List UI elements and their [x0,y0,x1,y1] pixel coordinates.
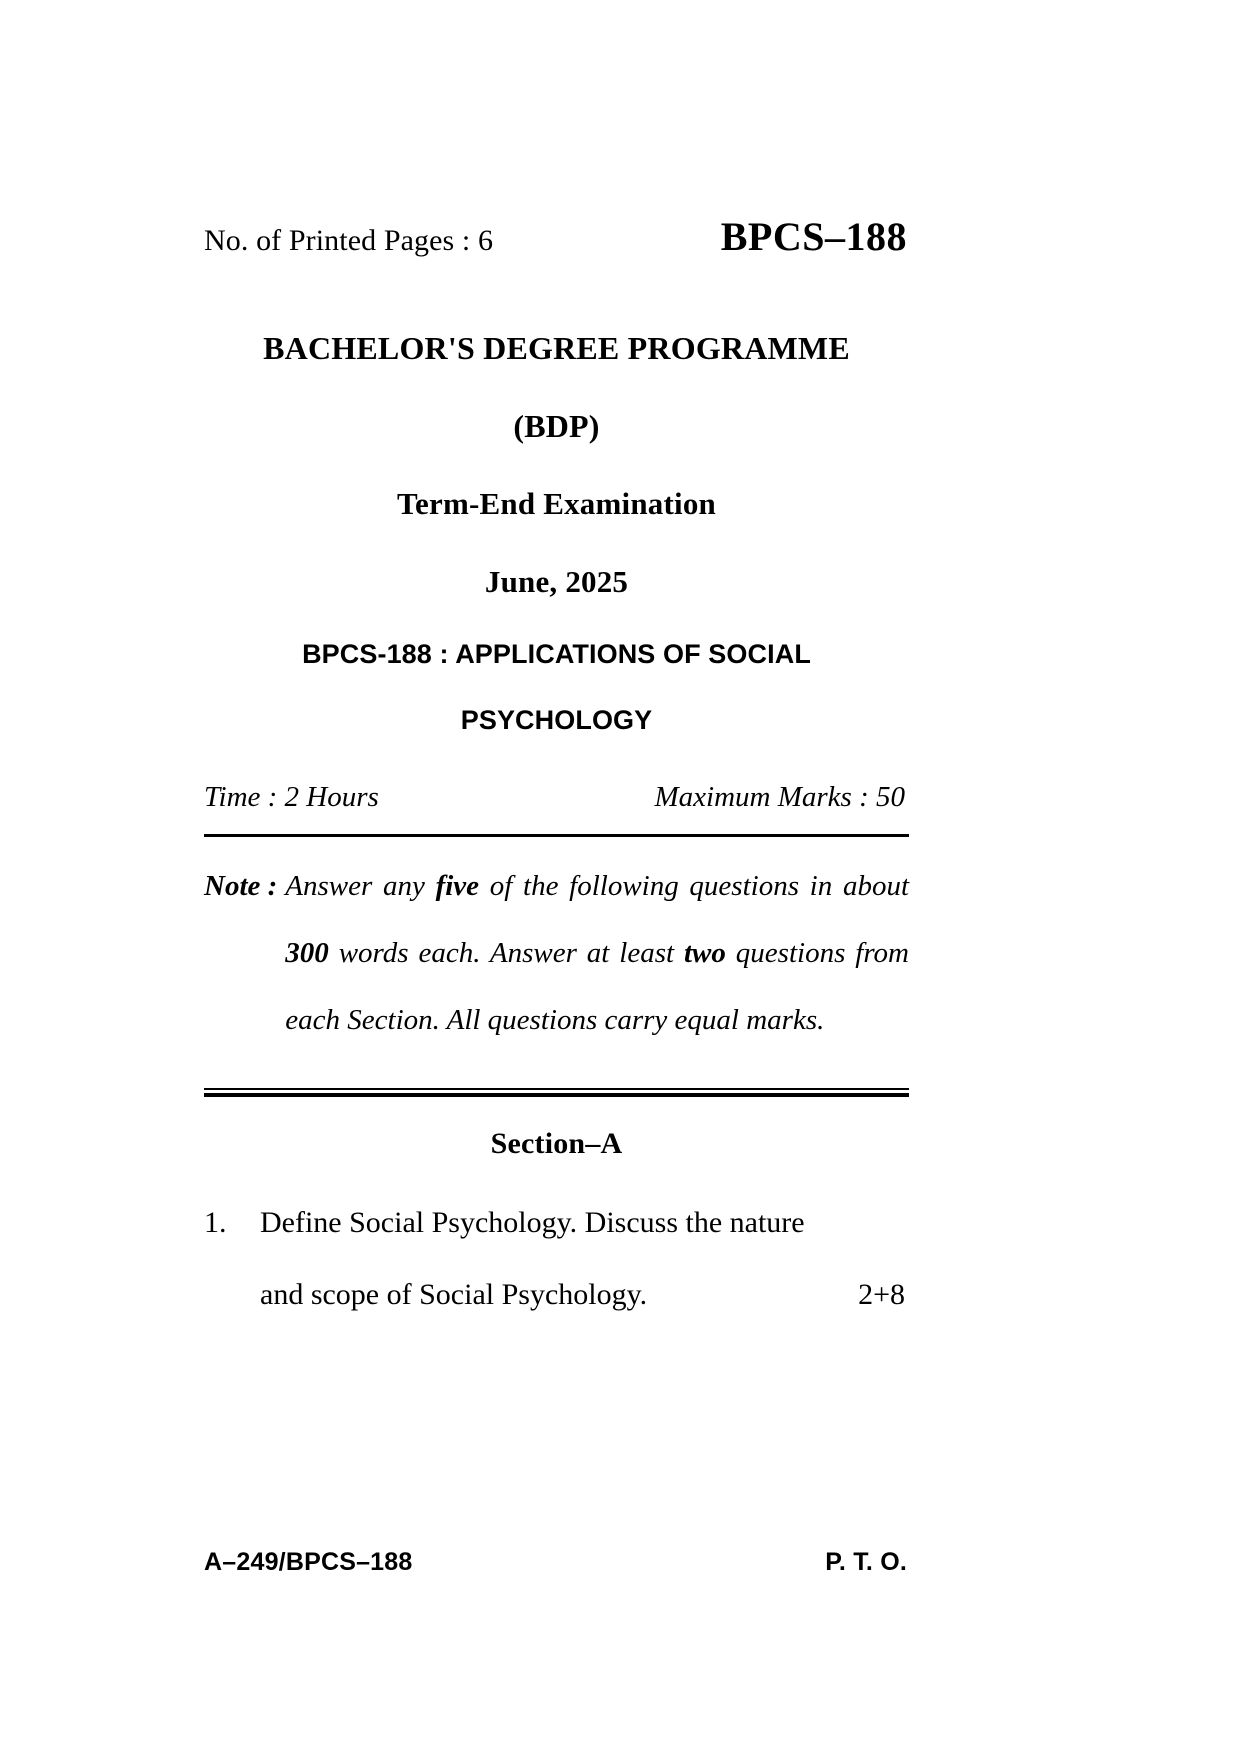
note-emphasis-two: two [683,937,726,969]
title-block [204,309,909,621]
printed-pages-label: No. of Printed Pages : 6 [204,224,494,257]
question-body [260,1187,909,1331]
note-label: Note : [204,870,278,902]
subject-title-line-1: BPCS-188 : APPLICATIONS OF SOCIAL [302,639,811,669]
page-content [204,0,909,1331]
course-code: BPCS–188 [720,214,907,259]
note-emphasis-five: five [435,870,480,902]
footer-pto-label: P. T. O. [825,1548,907,1576]
subject-title-line-2: PSYCHOLOGY [460,705,653,735]
rule-below-note [204,1088,909,1097]
examination-session: June, 2025 [484,564,629,599]
page-footer [204,1548,909,1577]
exam-meta-row [204,781,909,814]
question-text-line-2: and scope of Social Psychology. [260,1278,648,1311]
question-number: 1. [204,1206,227,1239]
note-text-part-2: of the following questions in about [479,870,910,902]
note-text-part-4: questions from each Section. All questions carry equal marks. [285,937,909,1036]
question-item [204,1187,909,1331]
question-text-line-1: Define Social Psychology. Discuss the nature [260,1206,805,1239]
programme-abbreviation: (BDP) [513,408,600,444]
note-text-part-3: words each. Answer at least [328,937,684,969]
question-text-line-2-row [260,1259,909,1331]
time-allowed: Time : 2 Hours [204,781,379,813]
page-header [204,213,909,261]
examination-type: Term-End Examination [397,486,716,521]
maximum-marks: Maximum Marks : 50 [654,781,905,813]
question-marks: 2+8 [858,1278,905,1311]
note-emphasis-300: 300 [285,937,329,969]
subject-title-block [204,621,909,753]
programme-title: BACHELOR'S DEGREE PROGRAMME [263,330,850,366]
note-text-part-1: Answer any [285,870,436,902]
section-a-heading: Section–A [490,1127,623,1160]
note-block [204,853,909,1054]
note-text [285,853,909,1054]
rule-above-note [204,834,909,837]
footer-paper-code: A–249/BPCS–188 [204,1548,413,1576]
